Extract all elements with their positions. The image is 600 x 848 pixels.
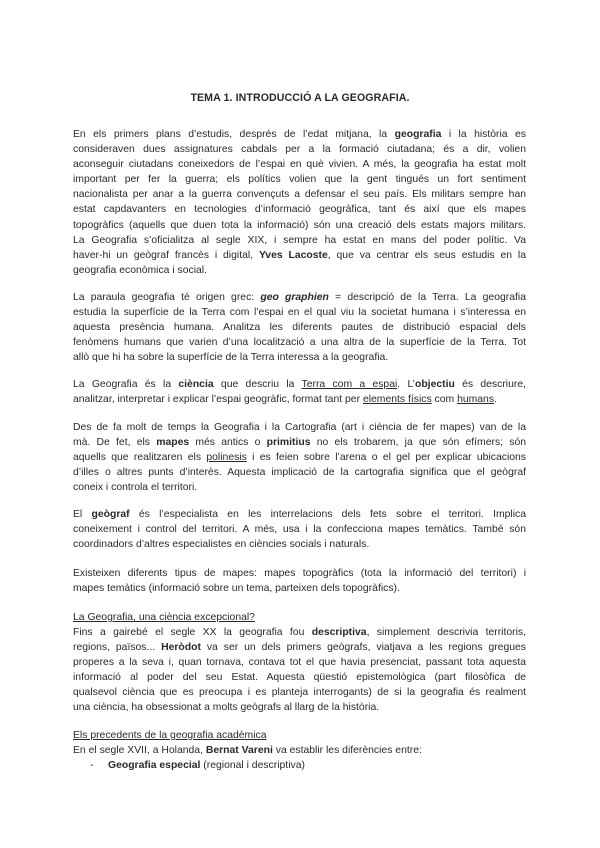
bullet-dash: -: [90, 760, 94, 771]
text-line: important per fer la guerra; els polítics volien que la gent tingués un fort sentiment: [73, 174, 526, 186]
term-mapes: mapes: [156, 437, 190, 449]
text-line: regions, països... Heròdot va ser un dels primers geògrafs, viatjava a les regions gregues: [73, 642, 526, 654]
text-line: mapes temàtics (informació sobre un tema, parteixen dels topogràfics).: [73, 583, 400, 595]
term-herodot: Heròdot: [161, 642, 201, 654]
term-bernat-vareni: Bernat Vareni: [205, 745, 273, 756]
text-line: d’illes o altres punts d’interès. Aquesta implicació de la cartografia significa que el geògraf: [73, 467, 526, 479]
paragraph-science: [73, 377, 526, 407]
term-elements-fisics: elements físics: [362, 394, 432, 406]
paragraph-intro: [73, 127, 526, 278]
text-line: En els primers plans d’estudis, després de l’edat mitjana, la geografia i la història es: [73, 129, 526, 140]
term-yves-lacoste: Yves Lacoste: [258, 249, 328, 261]
text-line: qualsevol ciència que es preocupa i es planteja interrogants) de si la geografia és realment: [73, 687, 526, 699]
text-line: En el segle XVII, a Holanda, Bernat Vareni va establir les diferències entre:: [73, 745, 422, 756]
section-heading: Els precedents de la geografia acadèmica: [73, 730, 267, 741]
text-line: coneixement i control del territori. A més, usa i la confecciona mapes temàtics. També són: [73, 524, 526, 536]
text-line: estudia la superfície de la Terra com l’espai en el qual viu la societat humana i s’interessa en: [73, 307, 526, 319]
term-humans: humans: [457, 394, 495, 406]
text-line: La Geografia és la ciència que descriu la Terra com a espai. L’objectiu és descriure,: [73, 379, 526, 390]
paragraph-etymology: [73, 290, 526, 365]
term-ciencia: ciència: [178, 379, 214, 390]
text-line: aquells que realitzaren els polinesis i es feien sobre l’arena o el gel per explicar ubicacions: [73, 452, 527, 464]
text-line: informació al poder del seu Estat. Aquesta qüestió epistemològica (part filosòfica de: [73, 672, 526, 684]
term-polinesis: polinesis: [206, 452, 247, 464]
text-line: La Geografia s’oficialitza al segle XIX, i sempre ha estat en mans del poder polític. Va: [73, 234, 526, 246]
text-line: La paraula geografia té origen grec: geo graphien = descripció de la Terra. La geografia: [73, 292, 526, 303]
text-line: properes a la seva i, quan tornava, contava tot el que havia presenciat, passant tota aquesta: [73, 657, 526, 669]
term-descriptiva: descriptiva: [311, 627, 367, 638]
text-line: aquesta presència humana. Analitza les diferents pautes de distribució espacial dels: [73, 322, 526, 334]
text-line: geografia econòmica i social.: [73, 264, 207, 276]
text-line: allò que hi ha sobre la superfície de la Terra interessa a la geografia.: [73, 352, 389, 364]
text-line: nacionalista per anar a la guerra convençuts a defensar el seu país. Els militars sempre han: [73, 189, 526, 201]
term-geo-graphien: geo graphien: [260, 292, 329, 303]
paragraph-map-types: [73, 566, 526, 596]
text-line: fenòmens humans que varien d’una localització a una altra de la superfície de la Terra. Tot: [73, 337, 526, 349]
paragraph-geographer: [73, 507, 526, 552]
paragraph-exceptional-science: [73, 625, 526, 716]
text-line: coordinadors d’altres especialistes en ciències socials i naturals.: [73, 539, 370, 551]
text-line: topogràfics (aquells que duen tota la informació) són una creació dels estats majors militars.: [73, 219, 526, 231]
list-item: - Geografia especial (regional i descriptiva): [90, 760, 305, 771]
term-geografia: geografia: [394, 129, 442, 140]
text-line: analitzar, interpretar i explicar l’espai geogràfic, format tant per elements físics com humans.: [73, 394, 497, 406]
text-line: El geògraf és l’especialista en les interrelacions dels fets sobre el territori. Implica: [73, 509, 526, 520]
page-title: TEMA 1. INTRODUCCIÓ A LA GEOGRAFIA.: [190, 92, 410, 104]
text-line: estat capdavanters en tecnologies d’informació geogràfica, tant és així que els mapes: [73, 204, 526, 216]
term-geograf: geògraf: [91, 509, 130, 520]
text-line: aconseguir ciutadans coneixedors de l’espai en què vivien. A més, la geografia ha estat molt: [73, 159, 526, 171]
text-line: Existeixen diferents tipus de mapes: mapes topogràfics (tota la informació del territori) i: [73, 568, 526, 579]
text-line: consideraven dues assignatures cabdals per a la formació ciutadana; és a dir, volien: [73, 144, 526, 156]
term-objectiu: objectiu: [414, 379, 455, 390]
text-line: coneix i controla el territori.: [73, 482, 198, 494]
text-line: una ciència, ha obsessionat a molts geògrafs al llarg de la història.: [73, 702, 380, 714]
text-line: haver-hi un geògraf francès i digital, Yves Lacoste, que va centrar els seus estudis en la: [73, 249, 526, 261]
text-line: mà. De fet, els mapes més antics o primitius no els trobarem, ja que són efímers; són: [73, 437, 527, 449]
term-terra-com-a-espai: Terra com a espai: [301, 379, 398, 390]
term-primitius: primitius: [266, 437, 311, 449]
text-line: Des de fa molt de temps la Geografia i la Cartografia (art i ciència de fer mapes) van de la: [73, 422, 526, 433]
term-geografia-especial: Geografia especial: [108, 760, 201, 771]
section-heading: La Geografia, una ciència excepcional?: [73, 612, 255, 623]
text-line: Fins a gairebé el segle XX la geografia fou descriptiva, simplement descrivia territoris,: [73, 627, 526, 638]
paragraph-cartography: [73, 420, 526, 495]
paragraph-precedents: [73, 743, 526, 758]
